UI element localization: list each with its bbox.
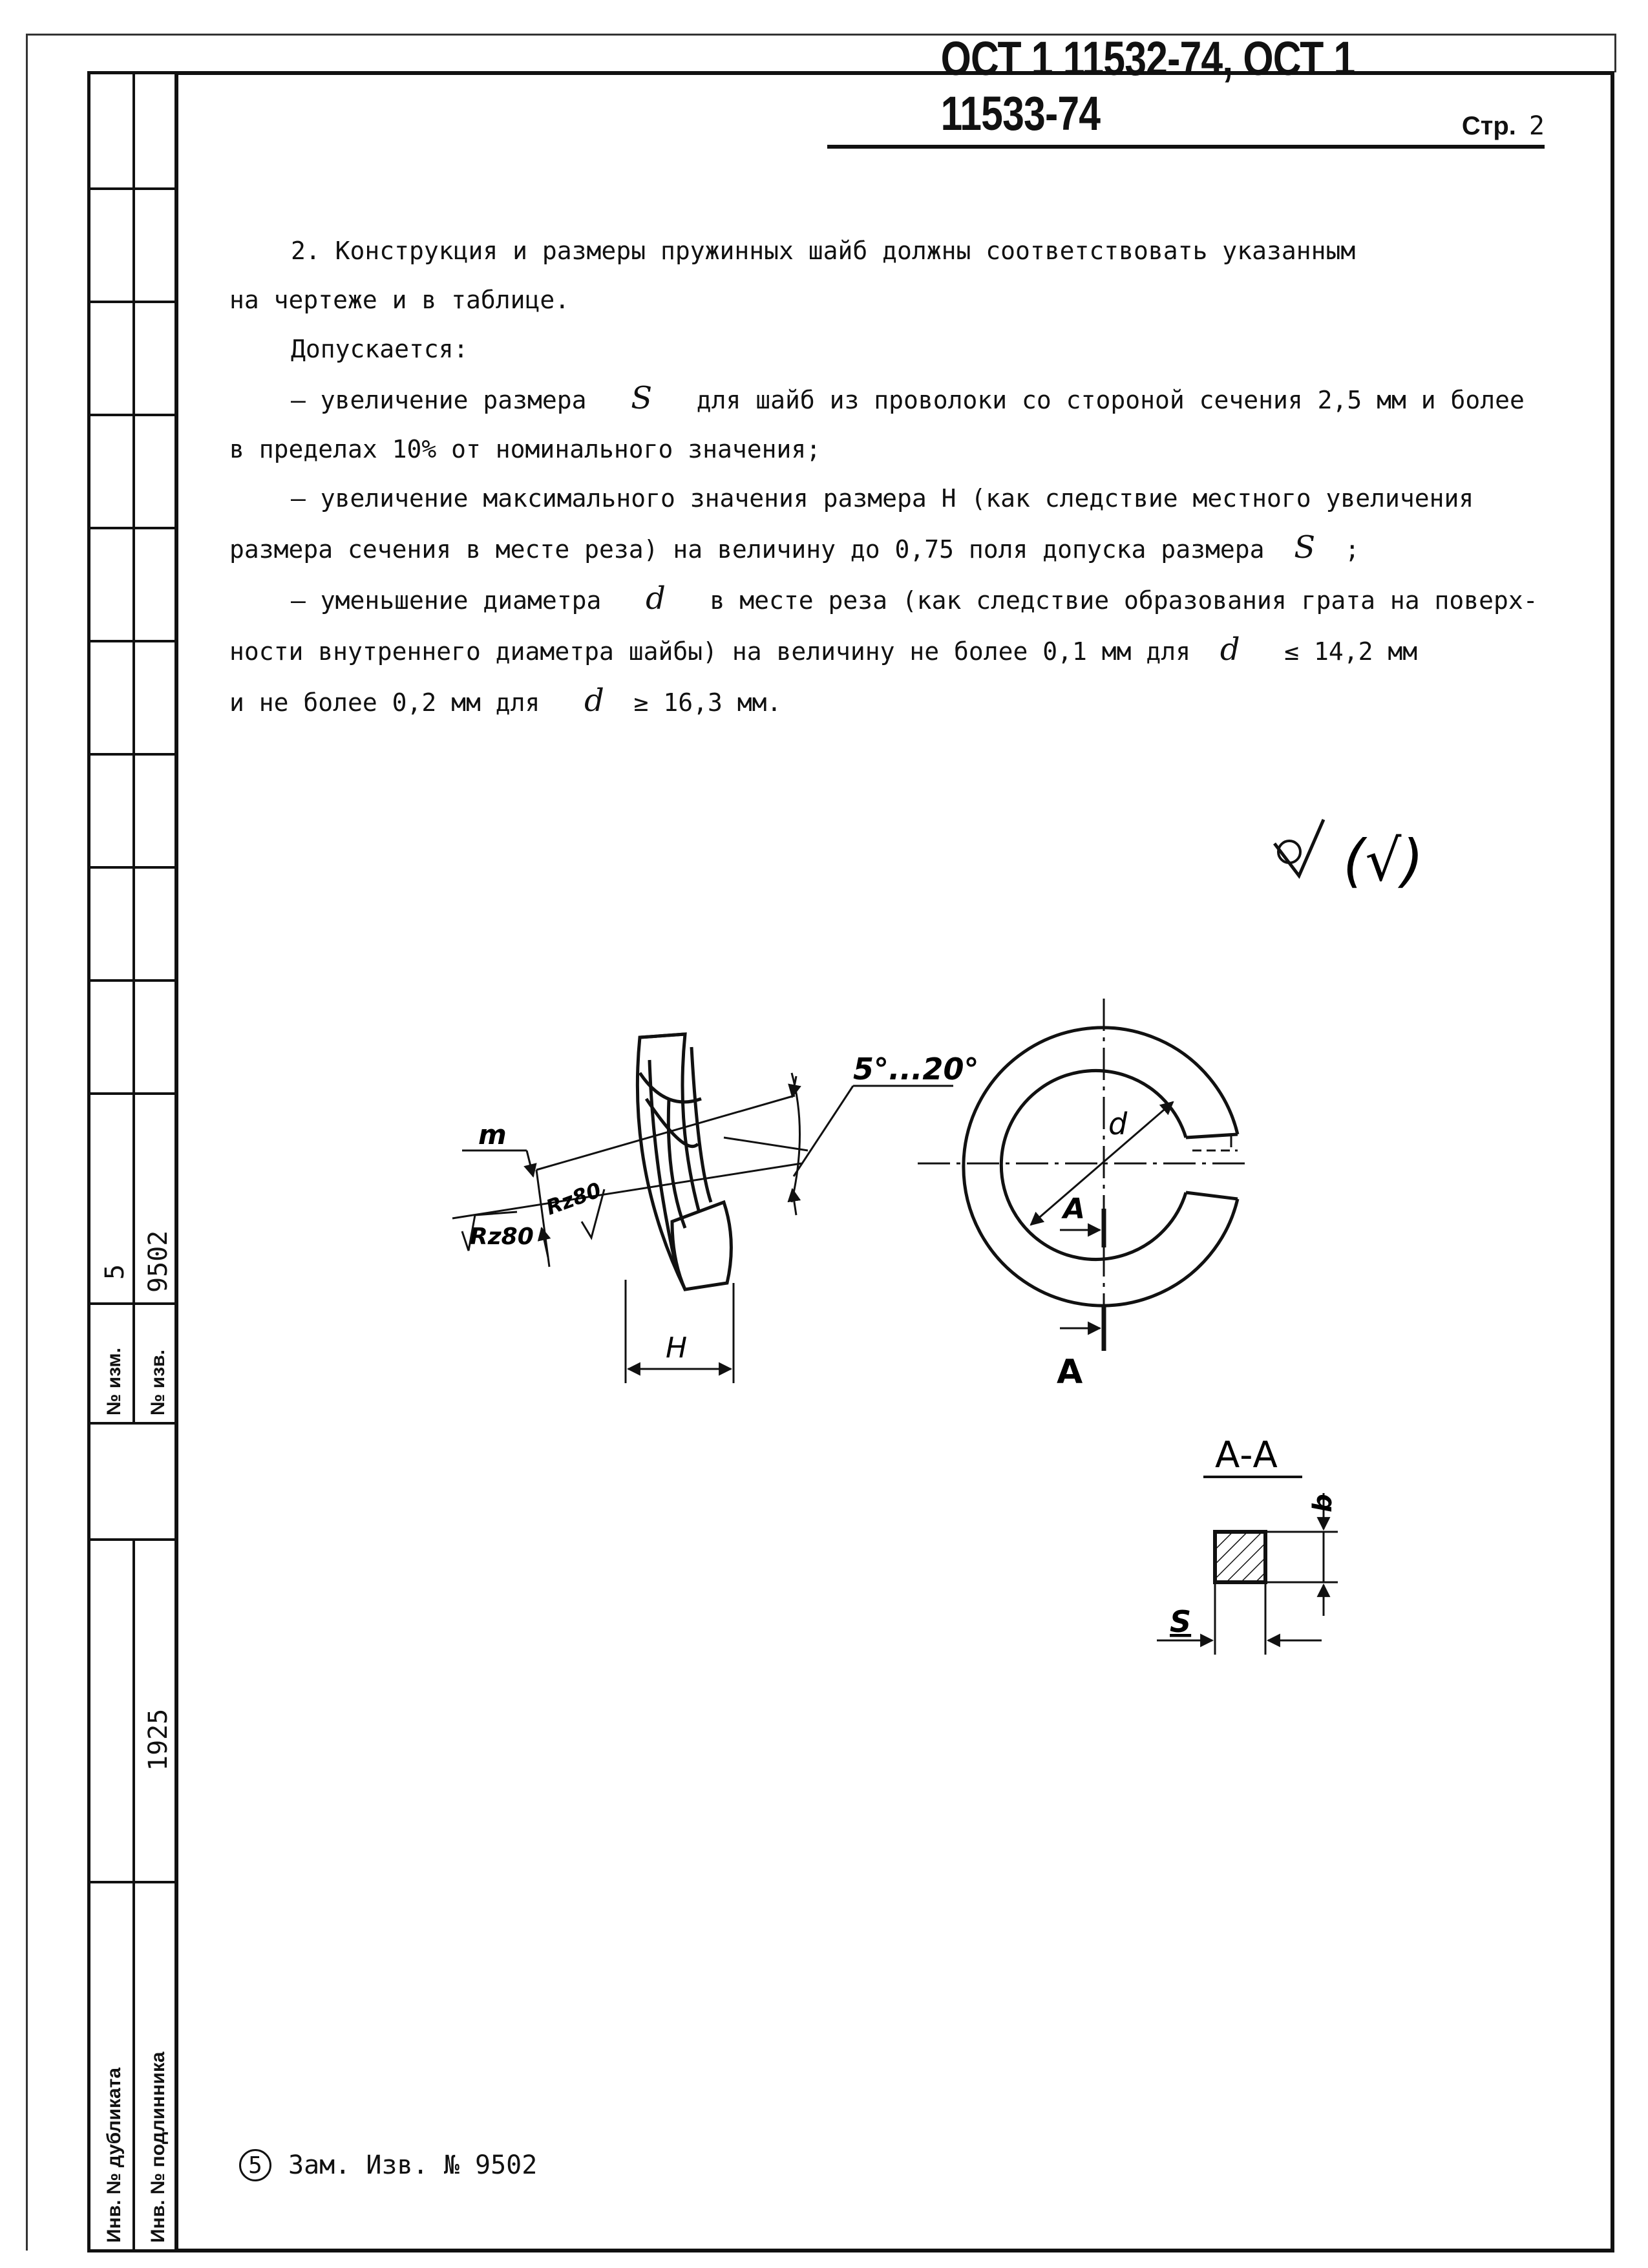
symbol-s: S [631, 380, 653, 416]
label-d: d [1108, 1107, 1128, 1141]
label-b: b [1308, 1494, 1338, 1512]
text-run: – увеличение размера [291, 386, 587, 414]
symbol-d: d [584, 683, 604, 719]
text-run: ≤ 14,2 мм [1284, 637, 1418, 666]
text-run: – уменьшение диаметра [291, 586, 602, 615]
paragraph-line: на чертеже и в таблице. [229, 286, 570, 314]
washer-side-view [637, 1034, 731, 1289]
text-run: ; [1344, 535, 1360, 564]
text-run: размера сечения в месте реза) на величину до 0,75 поля допуска размера [229, 535, 1265, 564]
label-a2: A [1057, 1353, 1083, 1392]
section-hatched-profile [1215, 1532, 1265, 1582]
symbol-d: d [1220, 631, 1240, 668]
dimension-angle [452, 1073, 953, 1218]
label-h: H [666, 1331, 688, 1364]
strip-orig-label: Инв. № подлинника [147, 2051, 169, 2243]
washer-front-view [964, 1028, 1238, 1306]
paragraph-line: – увеличение максимального значения размера Н (как следствие местного увеличения [291, 484, 1474, 513]
roughness-general-label: (√) [1343, 827, 1424, 894]
strip-orig-value: 1925 [143, 1708, 173, 1771]
strip-rev-no-label: № изм. [103, 1348, 125, 1415]
revision-circle-number: 5 [239, 2149, 271, 2181]
strip-notice-no-label: № изв. [147, 1350, 169, 1415]
strip-notice-no-value: 9502 [143, 1230, 173, 1293]
label-rz-a: Rz80 [470, 1224, 534, 1250]
strip-rev-no-value: 5 [100, 1264, 130, 1280]
paragraph-line: Допускается: [291, 335, 469, 363]
section-cut-line [1060, 1209, 1104, 1351]
standard-code: ОСТ 1 11532-74, ОСТ 1 11533-74 [940, 32, 1355, 140]
paragraph-line: 2. Конструкция и размеры пружинных шайб должны соответствовать указанным [291, 237, 1356, 265]
text-run: и не более 0,2 мм для [229, 688, 540, 717]
strip-dup-label: Инв. № дубликата [103, 2067, 125, 2243]
roughness-general-icon [1274, 820, 1324, 876]
symbol-s: S [1294, 529, 1316, 566]
label-s: S [1170, 1604, 1192, 1639]
text-run: в месте реза (как следствие образования грата на поверх- [710, 586, 1538, 615]
text-run: ≥ 16,3 мм. [633, 688, 782, 717]
revision-note [239, 2149, 537, 2181]
label-m: m [478, 1119, 507, 1150]
dimension-d [1031, 1102, 1173, 1225]
label-angle: 5°...20° [853, 1052, 979, 1086]
page-number: 2 [1528, 111, 1545, 141]
revision-note-text: Зам. Изв. № 9502 [288, 2150, 538, 2180]
paragraph-line: в пределах 10% от номинального значения; [229, 435, 821, 463]
page-label: Стр. [1461, 112, 1516, 140]
label-rz-b: Rz80 [542, 1177, 605, 1220]
symbol-d: d [646, 580, 666, 617]
text-run: для шайб из проволоки со стороной сечения 2,5 мм и более [696, 386, 1525, 414]
label-a1: A [1063, 1192, 1086, 1225]
section-title: А-А [1215, 1434, 1278, 1476]
text-run: ности внутреннего диаметра шайбы) на величину не более 0,1 мм для [229, 637, 1191, 666]
